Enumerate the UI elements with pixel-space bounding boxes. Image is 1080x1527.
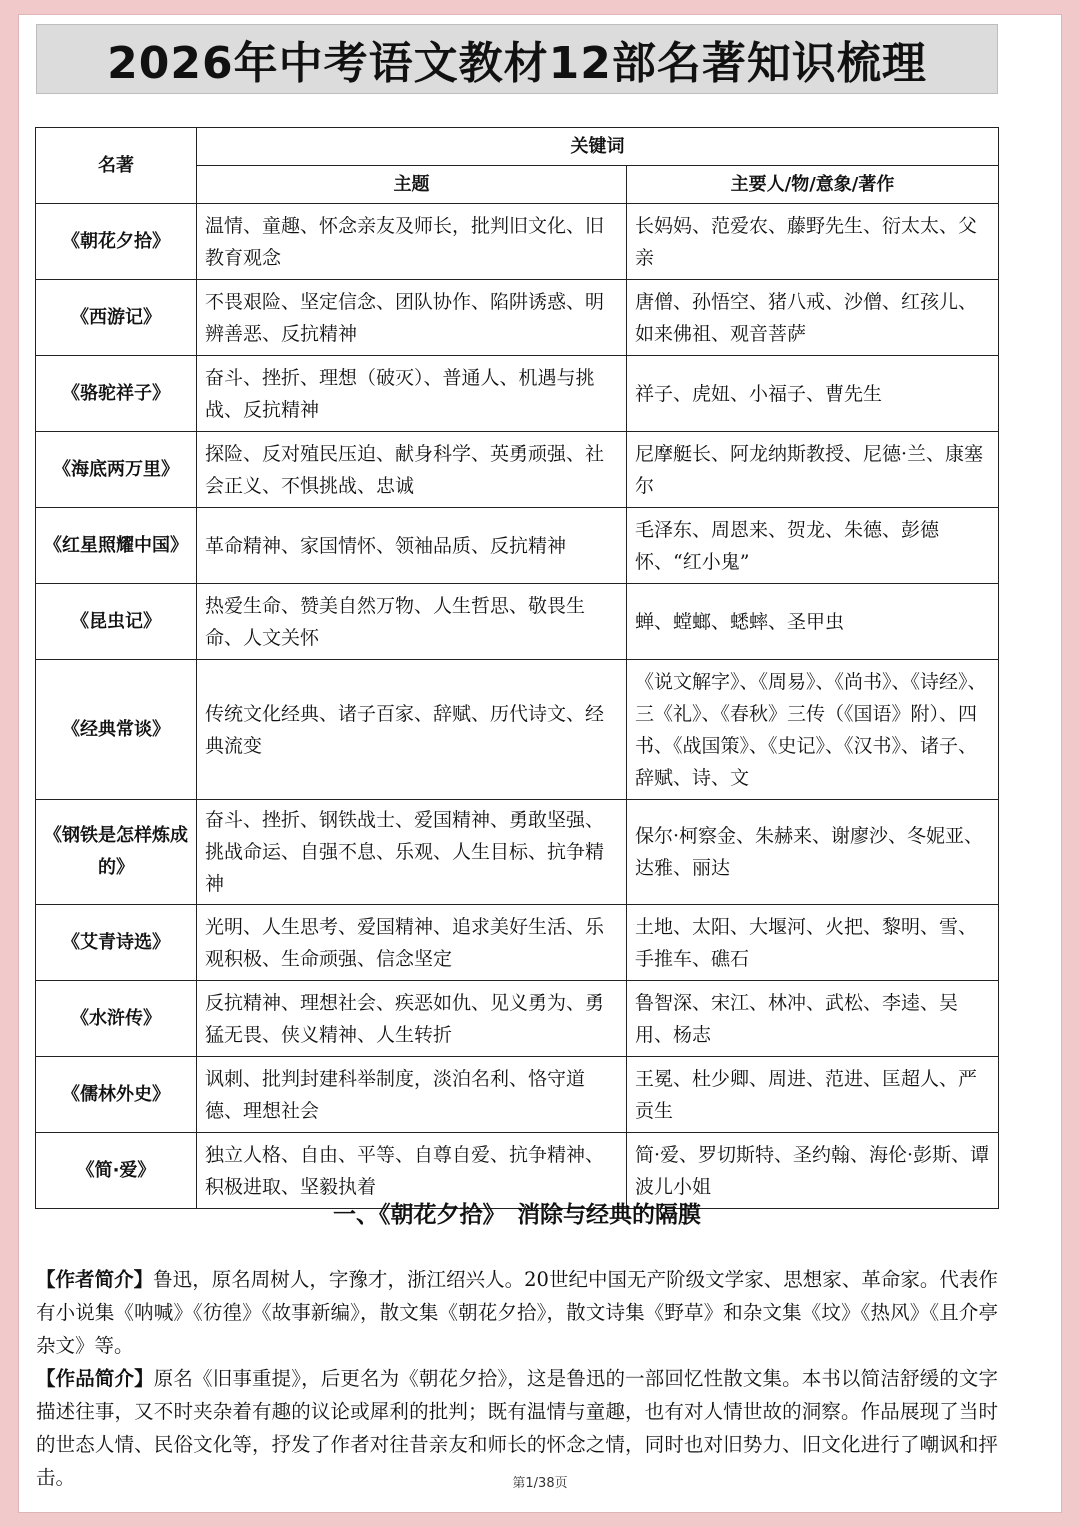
header-name: 名著 [36,128,197,204]
people-cell: 保尔·柯察金、朱赫来、谢廖沙、冬妮亚、达雅、丽达 [627,800,999,905]
author-intro-paragraph [36,1263,998,1362]
table-row [36,981,999,1057]
work-intro-text: 原名《旧事重提》，后更名为《朝花夕拾》，这是鲁迅的一部回忆性散文集。本书以简洁舒缓的文字描述往事，又不时夹杂着有趣的议论或犀利的批判；既有温情与童趣，也有对人情世故的洞察。作品展现了当时的世态人情、民俗文化等，抒发了作者对往昔亲友和师长的怀念之情，同时也对旧势力、旧文化进行了嘲讽和抨击。 [36,1367,998,1489]
work-name-cell: 《钢铁是怎样炼成的》 [36,800,197,905]
work-name-cell: 《朝花夕拾》 [36,204,197,280]
theme-cell: 探险、反对殖民压迫、献身科学、英勇顽强、社会正义、不惧挑战、忠诚 [197,432,627,508]
table-row [36,356,999,432]
table-row [36,432,999,508]
people-cell: 尼摩艇长、阿龙纳斯教授、尼德·兰、康塞尔 [627,432,999,508]
work-name-cell: 《西游记》 [36,280,197,356]
works-keywords-table [35,127,999,1209]
table-row [36,280,999,356]
work-name-cell: 《儒林外史》 [36,1057,197,1133]
people-cell: 蝉、螳螂、蟋蟀、圣甲虫 [627,584,999,660]
theme-cell: 讽刺、批判封建科举制度，淡泊名利、恪守道德、理想社会 [197,1057,627,1133]
table-row [36,905,999,981]
theme-cell: 不畏艰险、坚定信念、团队协作、陷阱诱惑、明辨善恶、反抗精神 [197,280,627,356]
table-row [36,508,999,584]
work-intro-label: 【作品简介】 [36,1367,154,1390]
table-row [36,660,999,800]
theme-cell: 温情、童趣、怀念亲友及师长，批判旧文化、旧教育观念 [197,204,627,280]
people-cell: 唐僧、孙悟空、猪八戒、沙僧、红孩儿、如来佛祖、观音菩萨 [627,280,999,356]
work-name-cell: 《简·爱》 [36,1133,197,1209]
header-keywords: 关键词 [197,128,999,166]
people-cell: 毛泽东、周恩来、贺龙、朱德、彭德怀、“红小鬼” [627,508,999,584]
table-row [36,584,999,660]
people-cell: 土地、太阳、大堰河、火把、黎明、雪、手推车、礁石 [627,905,999,981]
work-name-cell: 《海底两万里》 [36,432,197,508]
page-number: 第1/38页 [512,1476,568,1491]
theme-cell: 光明、人生思考、爱国精神、追求美好生活、乐观积极、生命顽强、信念坚定 [197,905,627,981]
header-theme: 主题 [197,166,627,204]
header-people: 主要人/物/意象/著作 [627,166,999,204]
people-cell: 长妈妈、范爱农、藤野先生、衍太太、父亲 [627,204,999,280]
people-cell: 王冕、杜少卿、周进、范进、匡超人、严贡生 [627,1057,999,1133]
people-cell: 《说文解字》、《周易》、《尚书》、《诗经》、三《礼》、《春秋》三传（《国语》附）、四书、《战国策》、《史记》、《汉书》、诸子、辞赋、诗、文 [627,660,999,800]
author-intro-label: 【作者简介】 [36,1268,154,1291]
work-name-cell: 《水浒传》 [36,981,197,1057]
people-cell: 简·爱、罗切斯特、圣约翰、海伦·彭斯、谭波儿小姐 [627,1133,999,1209]
title-banner [36,24,998,94]
work-name-cell: 《红星照耀中国》 [36,508,197,584]
work-name-cell: 《昆虫记》 [36,584,197,660]
theme-cell: 奋斗、挫折、钢铁战士、爱国精神、勇敢坚强、挑战命运、自强不息、乐观、人生目标、抗争精神 [197,800,627,905]
section-title: 一、《朝花夕拾》 消除与经典的隔膜 [333,1202,701,1228]
table-row [36,1057,999,1133]
theme-cell: 热爱生命、赞美自然万物、人生哲思、敬畏生命、人文关怀 [197,584,627,660]
work-name-cell: 《骆驼祥子》 [36,356,197,432]
theme-cell: 反抗精神、理想社会、疾恶如仇、见义勇为、勇猛无畏、侠义精神、人生转折 [197,981,627,1057]
theme-cell: 独立人格、自由、平等、自尊自爱、抗争精神、积极进取、坚毅执着 [197,1133,627,1209]
theme-cell: 革命精神、家国情怀、领袖品质、反抗精神 [197,508,627,584]
table-row [36,800,999,905]
work-name-cell: 《经典常谈》 [36,660,197,800]
author-intro-text: 鲁迅，原名周树人，字豫才，浙江绍兴人。20世纪中国无产阶级文学家、思想家、革命家。代表作有小说集《呐喊》《彷徨》《故事新编》，散文集《朝花夕拾》，散文诗集《野草》和杂文集《坟》《热风》《且介亭杂文》等。 [36,1268,998,1357]
theme-cell: 传统文化经典、诸子百家、辞赋、历代诗文、经典流变 [197,660,627,800]
theme-cell: 奋斗、挫折、理想（破灭）、普通人、机遇与挑战、反抗精神 [197,356,627,432]
people-cell: 祥子、虎妞、小福子、曹先生 [627,356,999,432]
table-row [36,204,999,280]
work-name-cell: 《艾青诗选》 [36,905,197,981]
page-title: 2026年中考语文教材12部名著知识梳理 [107,38,927,89]
people-cell: 鲁智深、宋江、林冲、武松、李逵、吴用、杨志 [627,981,999,1057]
